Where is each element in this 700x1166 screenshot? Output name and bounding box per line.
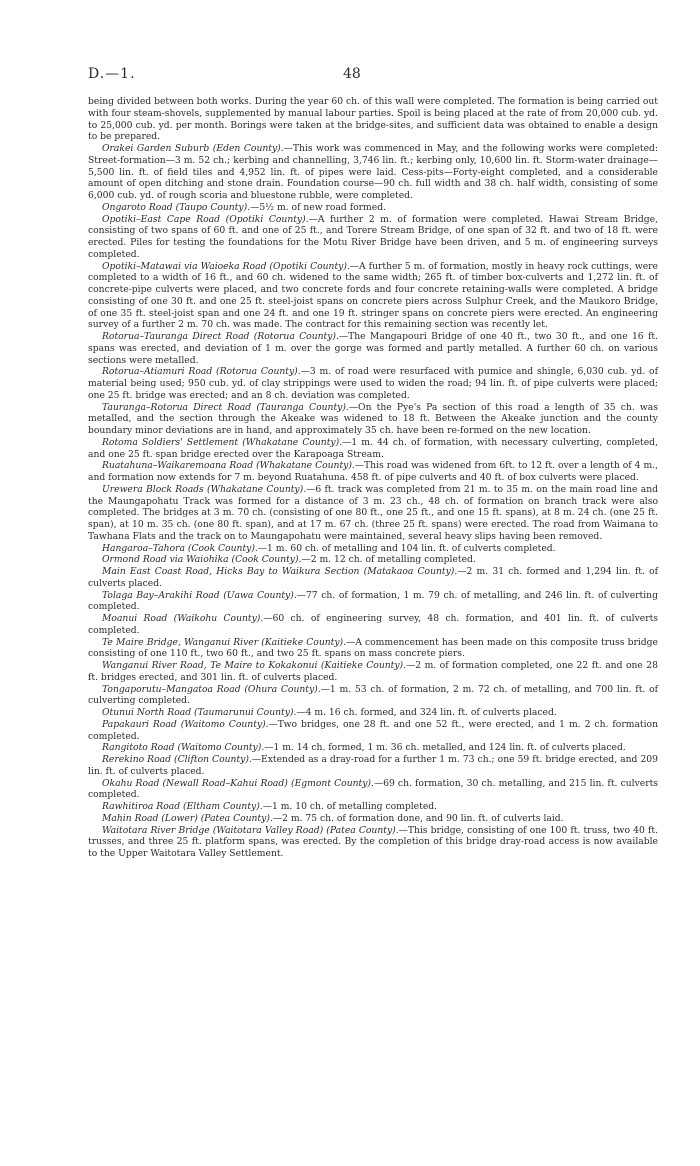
road-details: —4 m. 16 ch. formed, and 324 lin. ft. of culverts placed.	[296, 707, 557, 718]
road-title: Mahin Road (Lower) (Patea County).	[102, 812, 273, 824]
road-report-paragraph	[88, 707, 658, 719]
road-title: Papakauri Road (Waitomo County).	[102, 718, 269, 730]
road-details: —This bridge, consisting of one 100 ft. truss, two 40 ft. trusses, and three 25 ft. platform spans, was erected. By the completion of this bridge dray-road access is now available to the Upper Waitotara Valley Settlement.	[88, 824, 658, 859]
road-title: Te Maire Bridge, Wanganui River (Kaitieke County).	[102, 636, 347, 648]
road-report-paragraph	[88, 742, 658, 754]
road-title: Moanui Road (Waikohu County).	[102, 613, 264, 624]
road-details: —77 ch. of formation, 1 m. 79 ch. of metalling, and 246 lin. ft. of culverting completed.	[88, 589, 658, 613]
road-details: —Extended as a dray-road for a further 1 m. 73 ch.; one 59 ft. bridge erected, and 209 lin. ft. of culverts placed.	[88, 754, 658, 777]
road-details: being divided between both works. During the year 60 ch. of this wall were completed. The formation is being carried out with four steam-shovels, supplemented by manual labour parties. Spoil is being placed at the rate of from 20,000 cub. yd. to 25,000 cub. yd. per month. Borings were taken at the bridge-sites, and sufficient data was obtained to enable a design to be prepared.	[88, 96, 658, 143]
road-details: —6 ft. track was completed from 21 m. to 35 m. on the main road line and the Maungapohatu Track was formed for a distance of 3 m. 23 ch., 48 ch. of formation on branch track were also completed. The bridges at 3 m. 70 ch. (consisting of one 80 ft., one 25 ft., and one 15 ft. spans), at 8 m. 24 ch. (one 25 ft. span), at 10 m. 35 ch. (one 80 ft. span), and at 17 m. 67 ch. (three 25 ft. spans) were erected. The road from Waimana to Tawhana Flats and the track on to Maungapohatu were maintained, several heavy slips having been removed.	[88, 483, 658, 542]
road-report-paragraph	[88, 331, 658, 366]
road-report-paragraph	[88, 484, 658, 543]
road-report-paragraph	[88, 684, 658, 708]
road-title: Orakei Garden Suburb (Eden County).	[102, 143, 284, 154]
document-reference: D.—1.	[88, 66, 136, 82]
road-title: Rawhitiroa Road (Eltham County).	[102, 801, 263, 812]
road-title: Main East Coast Road, Hicks Bay to Waikura Section (Matakaoa County).	[102, 566, 458, 577]
road-report-paragraph	[88, 660, 658, 684]
road-title: Tauranga–Rotorua Direct Road (Tauranga County).	[102, 401, 349, 413]
road-title: Tolaga Bay–Arakihi Road (Uawa County).	[102, 589, 297, 601]
road-details: —This work was commenced in May, and the following works were completed: Street-formation—3 m. 52 ch.; kerbing and channelling, 3,746 lin. ft.; kerbing only, 10,600 lin. ft. Storm-water drainage—5,500 lin. ft. of field tiles and 4,952 lin. ft. of pipes were laid. Cess-pits—Forty-eight completed, and a considerable amount of open ditching and stone drain. Foundation course—90 ch. full width and 38 ch. half width, consisting of some 6,000 cub. yd. of rough scoria and bluestone rubble, were completed.	[88, 143, 659, 201]
road-title: Opotiki–East Cape Road (Opotiki County).	[102, 213, 309, 225]
road-title: Ongaroto Road (Taupo County).	[102, 201, 251, 213]
road-report-paragraph	[88, 801, 658, 813]
road-title: Rotorua–Tauranga Direct Road (Rotorua County).	[102, 331, 339, 342]
road-report-paragraph	[88, 754, 658, 778]
road-title: Rerekino Road (Clifton County).	[102, 754, 252, 765]
continued-paragraph	[88, 96, 658, 143]
road-report-paragraph	[88, 543, 658, 555]
road-details: —A commencement has been made on this composite truss bridge consisting of one 110 ft., two 60 ft., and two 25 ft. spans on mass concrete piers.	[88, 636, 658, 660]
road-report-paragraph	[88, 460, 658, 484]
page-header	[88, 66, 658, 86]
road-report-paragraph	[88, 566, 658, 590]
road-title: Rotorua–Atiamuri Road (Rotorua County).	[102, 366, 301, 378]
road-details: —3 m. of road were resurfaced with pumice and shingle, 6,030 cub. yd. of material being used; 950 cub. yd. of clay strippings were used to widen the road; 94 lin. ft. of pipe culverts were placed; one 25 ft. bridge was erected; and an 8 ch. deviation was completed.	[88, 366, 658, 401]
road-title: Rotoma Soldiers' Settlement (Whakatane County).	[102, 436, 343, 448]
road-details: —1 m. 60 ch. of metalling and 104 lin. ft. of culverts completed.	[257, 542, 556, 554]
road-details: —1 m. 53 ch. of formation, 2 m. 72 ch. of metalling, and 700 lin. ft. of culverting completed.	[88, 683, 659, 707]
road-details: —A further 5 m. of formation, mostly in heavy rock cuttings, were completed to a width of 16 ft., and 60 ch. widened to the same width; 265 ft. of timber box-culverts and 1,272 lin. ft. of concrete-pipe culverts were placed, and two concrete fords and four concrete retaining-walls were completed. A bridge consisting of one 30 ft. and one 25 ft. steel-joist spans on concrete piers across Sulphur Creek, and the Maukoro Bridge, of one 35 ft. steel-joist span and one 24 ft. and one 19 ft. stringer spans on concrete piers were erected. An engineering survey of a further 2 m. 70 ch. was made. The contract for this remaining section was recently let.	[88, 260, 658, 331]
report-body	[88, 96, 658, 860]
road-title: Urewera Block Roads (Whakatane County).	[102, 483, 307, 495]
road-report-paragraph	[88, 143, 658, 202]
road-report-paragraph	[88, 261, 658, 332]
road-title: Ruatahuna–Waikaremoana Road (Whakatane County).	[102, 460, 355, 472]
road-title: Okahu Road (Newall Road–Kahui Road) (Egmont County).	[102, 777, 374, 789]
road-title: Waitotara River Bridge (Waitotara Valley Road) (Patea County).	[102, 824, 399, 836]
road-details: —69 ch. formation, 30 ch. metalling, and 215 lin. ft. culverts completed.	[88, 777, 658, 801]
road-details: —Two bridges, one 28 ft. and one 52 ft., were erected, and 1 m. 2 ch. formation completed.	[88, 718, 658, 742]
road-details: —60 ch. of engineering survey, 48 ch. formation, and 401 lin. ft. of culverts completed.	[88, 613, 658, 636]
road-details: —2 m. of formation completed, one 22 ft. and one 28 ft. bridges erected, and 301 lin. ft. of culverts placed.	[88, 660, 658, 683]
road-details: —A further 2 m. of formation were completed. Hawai Stream Bridge, consisting of two spans of 60 ft. and one of 25 ft., and Torere Stream Bridge, of one span of 32 ft. and two of 18 ft. were erected. Piles for testing the foundations for the Motu River Bridge have been driven, and 5 m. of engineering surveys completed.	[88, 213, 659, 260]
road-details: —2 m. 12 ch. of metalling completed.	[301, 554, 476, 566]
road-report-paragraph	[88, 402, 658, 437]
road-report-paragraph	[88, 366, 658, 401]
road-details: —1 m. 44 ch. of formation, with necessary culverting, completed, and one 25 ft. span bridge erected over the Karapoaga Stream.	[88, 436, 658, 460]
road-report-paragraph	[88, 613, 658, 637]
road-title: Wanganui River Road, Te Maire to Kokakonui (Kaitieke County).	[102, 660, 407, 671]
road-report-paragraph	[88, 202, 658, 214]
road-report-paragraph	[88, 719, 658, 743]
road-details: —2 m. 75 ch. of formation done, and 90 lin. ft. of culverts laid.	[272, 812, 564, 824]
road-report-paragraph	[88, 437, 658, 461]
road-details: —This road was widened from 6ft. to 12 ft. over a length of 4 m., and formation now extends for 7 m. beyond Ruatahuna. 458 ft. of pipe culverts and 40 ft. of box culverts were placed.	[88, 460, 658, 483]
road-report-paragraph	[88, 778, 658, 802]
road-details: —The Mangapouri Bridge of one 40 ft., two 30 ft., and one 16 ft. spans was erected, and deviation of 1 m. over the gorge was formed and partly metalled. A further 60 ch. on various sections were metalled.	[88, 331, 658, 366]
road-title: Ormond Road via Waiohika (Cook County).	[102, 554, 302, 566]
road-details: —On the Pye's Pa section of this road a length of 35 ch. was metalled, and the section through the Akeake was widened to 18 ft. Between the Akeake junction and the county boundary minor deviations are in hand, and approximately 35 ch. have been re-formed on the new location.	[88, 401, 658, 436]
road-details: —1 m. 14 ch. formed, 1 m. 36 ch. metalled, and 124 lin. ft. of culverts placed.	[264, 742, 626, 754]
road-title: Hangaroa–Tahora (Cook County).	[102, 542, 258, 554]
road-title: Otunui North Road (Taumarunui County).	[102, 707, 297, 718]
road-title: Opotiki–Matawai via Waioeka Road (Opotiki County).	[102, 260, 350, 272]
road-title: Rangitoto Road (Waitomo County).	[102, 742, 265, 754]
road-details: —5½ m. of new road formed.	[250, 201, 387, 213]
road-report-paragraph	[88, 637, 658, 661]
road-details: —2 m. 31 ch. formed and 1,294 lin. ft. of culverts placed.	[88, 566, 659, 589]
road-details: —1 m. 10 ch. of metalling completed.	[262, 801, 438, 812]
road-report-paragraph	[88, 825, 658, 860]
road-title: Tongaporutu–Mangatoa Road (Ohura County).	[102, 683, 321, 695]
page-number: 48	[343, 66, 361, 82]
road-report-paragraph	[88, 214, 658, 261]
road-report-paragraph	[88, 554, 658, 566]
road-report-paragraph	[88, 813, 658, 825]
road-report-paragraph	[88, 590, 658, 614]
